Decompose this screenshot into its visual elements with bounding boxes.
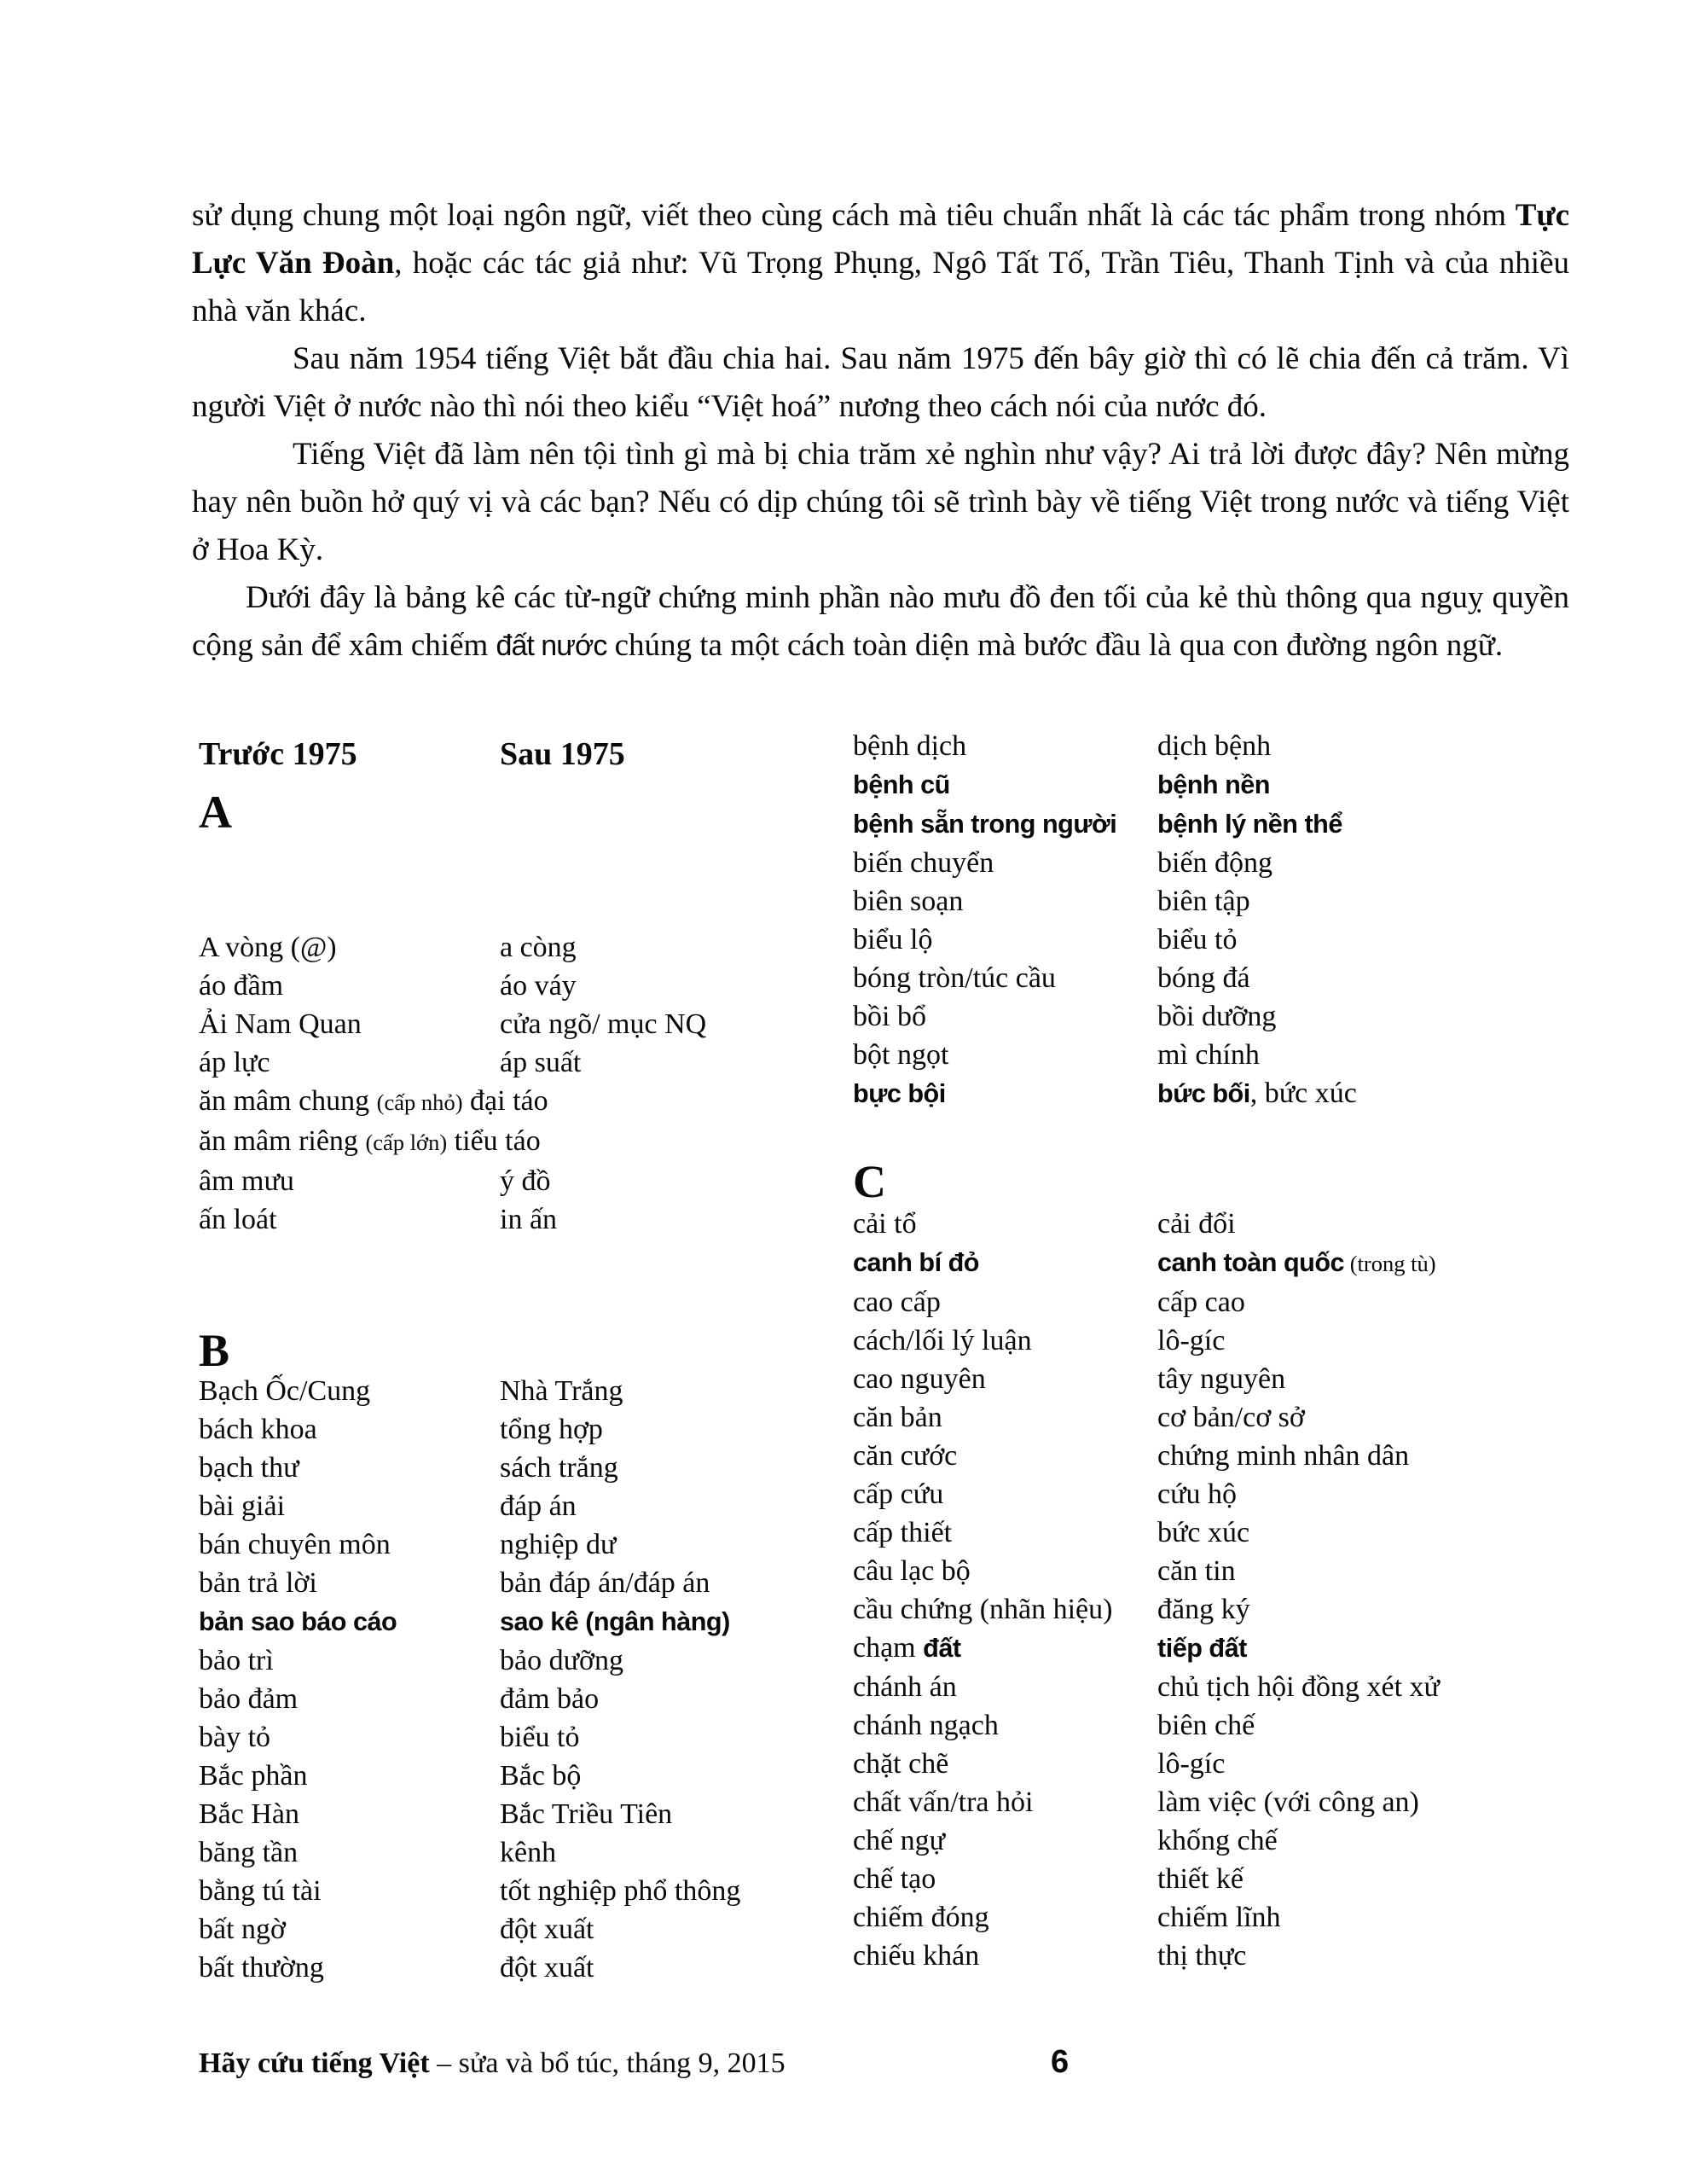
term-after-1975 [1157,1940,1246,1972]
text-segment: lô-gíc [1157,1325,1226,1356]
table-row [853,1321,1440,1360]
text-segment: câu lạc bộ [853,1555,971,1587]
term-before-1975 [199,1449,500,1487]
term-after-1975 [1157,730,1271,762]
term-after-1975 [1157,1786,1419,1818]
text-segment: bệnh nền [1157,770,1270,799]
table-row [853,1590,1440,1629]
term-after-1975 [1157,1671,1440,1703]
term-after-1975 [1157,1325,1225,1356]
text-segment: cách/lối lý luận [853,1325,1032,1356]
term-before-1975 [199,1718,500,1757]
text-segment: bệnh dịch [853,730,967,762]
paragraph-1 [192,192,1569,335]
text-segment: bệnh sẵn trong người [853,810,1117,839]
text-segment: áp suất [500,1047,582,1078]
text-segment: bất ngờ [199,1914,287,1945]
text-segment: chủ tịch hội đồng xét xử [1157,1671,1440,1703]
text-segment: (trong tù) [1344,1251,1436,1276]
text-segment: đột xuất [500,1914,594,1945]
table-row [199,1680,740,1718]
term-after-1975 [1157,1440,1409,1472]
term-before-1975 [853,1321,1157,1360]
text-segment: làm việc (với công an) [1157,1786,1419,1818]
text-segment: bức xúc [1157,1517,1250,1548]
term-after-1975 [500,1875,740,1907]
text-segment: bảo trì [199,1645,274,1676]
term-before-1975 [853,844,1157,882]
table-row [853,1074,1357,1113]
table-row [853,1860,1440,1898]
section-letter-a: A [199,787,232,838]
text-segment: Bắc phần [199,1760,308,1792]
text-segment: dịch bệnh [1157,730,1272,762]
table-row [853,1552,1440,1590]
table-row [853,1475,1440,1513]
term-before-1975 [199,1564,500,1602]
text-segment: kênh [500,1837,557,1868]
text-segment: bán chuyên môn [199,1529,391,1560]
table-row [853,1243,1440,1283]
footer-subtitle: – sửa và bổ túc, tháng 9, 2015 [429,2048,786,2079]
term-after-1975 [500,1204,557,1235]
term-after-1975 [500,1683,599,1715]
text-segment: bóng đá [1157,962,1250,994]
term-before-1975 [199,1757,500,1795]
text-segment: ăn mâm riêng [199,1125,366,1157]
table-row [853,1783,1440,1821]
table-row [199,928,706,967]
text-segment: khống chế [1157,1825,1278,1856]
term-before-1975 [853,959,1157,997]
text-segment: chiếm lĩnh [1157,1902,1281,1933]
table-row [853,1668,1440,1706]
text-segment: lô-gíc [1157,1748,1226,1780]
section-letter-c: C [853,1156,886,1207]
term-before-1975 [853,1475,1157,1513]
term-after-1975 [500,1760,581,1792]
table-row [199,1872,740,1910]
table-row [199,1910,740,1949]
text-segment: chiếu khán [853,1940,980,1972]
page-footer [199,2048,786,2080]
section-letter-b: B [199,1325,230,1376]
text-segment: bất thường [199,1952,324,1984]
text-segment: bệnh cũ [853,770,950,799]
term-before-1975 [199,1602,500,1641]
term-after-1975 [1157,1039,1260,1071]
text-segment: Bắc Triều Tiên [500,1798,673,1830]
paragraph-4-text: chúng ta một cách toàn diện mà bước đầu là qua con đường ngôn ngữ. [606,628,1504,663]
term-before-1975 [199,1487,500,1525]
text-segment: tốt nghiệp phổ thông [500,1875,741,1907]
term-before-1975 [199,1005,500,1043]
table-row [853,1513,1440,1552]
text-segment: bản đáp án/đáp án [500,1567,710,1599]
text-segment: ấn loát [199,1204,277,1235]
term-before-1975 [853,921,1157,959]
table-row [199,1122,706,1162]
text-segment: biên chế [1157,1710,1255,1741]
term-after-1975 [1157,1710,1255,1741]
term-before-1975 [853,1513,1157,1552]
before-1975-header: Trước 1975 [199,736,357,772]
text-segment: cao cấp [853,1287,941,1318]
text-segment: bản sao báo cáo [199,1607,397,1636]
table-row [199,1949,740,1987]
term-before-1975 [853,1745,1157,1783]
table-row [199,1487,740,1525]
text-segment: băng tần [199,1837,299,1868]
text-segment: in ấn [500,1204,558,1235]
text-segment: bài giải [199,1490,286,1522]
table-row [199,1795,740,1833]
text-segment: thị thực [1157,1940,1247,1972]
paragraph-1-text: , hoặc các tác giả như: Vũ Trọng Phụng, Ngô Tất Tố, Trần Tiêu, Thanh Tịnh và của nhiều nhà văn khác. [192,246,1570,328]
term-after-1975 [500,1375,623,1407]
table-row [199,1200,706,1239]
term-before-1975 [199,1085,548,1117]
text-segment: áo đầm [199,970,284,1002]
term-before-1975 [853,1074,1157,1113]
text-segment: ý đồ [500,1165,551,1197]
term-before-1975 [853,765,1157,804]
text-segment: thiết kế [1157,1863,1244,1895]
table-row [199,1162,706,1200]
text-segment: bằng tú tài [199,1875,322,1907]
text-segment: chặt chẽ [853,1748,949,1780]
term-after-1975 [1157,1632,1247,1664]
bold-phrase-tu-luc-van-doan: Tực Lực Văn Đoàn [192,198,1569,281]
paragraph-4 [192,574,1569,670]
term-after-1975 [500,1952,594,1984]
term-after-1975 [500,1452,618,1484]
table-row [199,1410,740,1449]
text-segment: biên tập [1157,886,1250,917]
table-row [853,921,1357,959]
table-row [199,1564,740,1602]
text-segment: canh toàn quốc [1157,1248,1345,1277]
term-after-1975 [1157,886,1250,917]
after-1975-header: Sau 1975 [500,736,625,772]
table-row [853,959,1357,997]
text-segment: chạm [853,1632,924,1664]
text-segment: cải đổi [1157,1208,1236,1240]
table-row [853,1706,1440,1745]
term-before-1975 [199,928,500,967]
text-segment: ăn mâm chung [199,1085,377,1117]
text-segment: cơ bản/cơ sở [1157,1402,1305,1433]
text-segment: đại táo [462,1085,548,1117]
table-row [199,1525,740,1564]
text-segment: áp lực [199,1047,270,1078]
term-after-1975 [500,1490,577,1522]
table-row [853,997,1357,1036]
text-segment: tổng hợp [500,1414,603,1445]
term-before-1975 [199,1372,500,1410]
term-after-1975 [1157,847,1272,879]
term-after-1975 [500,1008,706,1040]
text-segment: chiếm đóng [853,1902,989,1933]
term-after-1975 [1157,1555,1236,1587]
term-before-1975 [199,1525,500,1564]
term-before-1975 [853,804,1157,844]
text-segment: biểu tỏ [1157,924,1238,956]
table-row [199,1449,740,1487]
table-row [853,1629,1440,1668]
text-segment: (cấp nhỏ) [376,1089,463,1115]
term-after-1975 [500,1567,710,1599]
text-segment: sách trắng [500,1452,618,1484]
text-segment: đảm bảo [500,1683,600,1715]
term-before-1975 [199,1125,541,1157]
term-after-1975 [1157,962,1250,994]
text-segment: đất [923,1634,961,1663]
text-segment: bực bội [853,1079,946,1108]
text-segment: , bức xúc [1249,1077,1357,1109]
term-before-1975 [199,1833,500,1872]
text-segment: bột ngọt [853,1039,949,1071]
term-before-1975 [199,967,500,1005]
table-row [853,804,1357,844]
table-row [199,1833,740,1872]
term-after-1975 [1157,1478,1237,1510]
table-row [853,1937,1440,1975]
term-before-1975 [199,1200,500,1239]
text-segment: chánh ngạch [853,1710,999,1741]
text-segment: bản trả lời [199,1567,317,1599]
text-segment: bóng tròn/túc cầu [853,962,1056,994]
text-segment: chế tạo [853,1863,936,1895]
paragraph-4-text: Dưới đây là bảng kê các từ-ngữ chứng minh phần nào mưu đồ đen tối của kẻ thù thông qua nguỵ quyền cộng sản để xâm chiếm [192,580,1569,663]
text-segment: biến chuyển [853,847,994,879]
term-before-1975 [199,1641,500,1680]
text-segment: bày tỏ [199,1722,271,1753]
term-before-1975 [853,1860,1157,1898]
term-before-1975 [853,1437,1157,1475]
term-before-1975 [199,1910,500,1949]
term-after-1975 [1157,1287,1245,1318]
text-segment: biểu lộ [853,924,933,956]
table-row [853,1821,1440,1860]
term-before-1975 [853,1706,1157,1745]
text-segment: bách khoa [199,1414,317,1445]
term-after-1975 [1157,924,1237,956]
text-segment: bảo đảm [199,1683,299,1715]
term-after-1975 [500,1914,594,1945]
term-before-1975 [853,1821,1157,1860]
term-before-1975 [199,1410,500,1449]
table-row [853,765,1357,804]
term-after-1975 [500,1606,730,1637]
term-after-1975 [500,1798,672,1830]
text-segment: Bắc Hàn [199,1798,300,1830]
text-segment: tiểu táo [447,1125,541,1157]
text-segment: căn bản [853,1402,942,1433]
term-after-1975 [500,1837,556,1868]
term-before-1975 [853,1590,1157,1629]
text-segment: bảo dưỡng [500,1645,623,1676]
term-before-1975 [853,882,1157,921]
term-after-1975 [1157,1863,1244,1895]
footer-title: Hãy cứu tiếng Việt [199,2048,430,2079]
text-segment: biến động [1157,847,1273,879]
term-after-1975 [1157,1363,1285,1395]
text-segment: Ải Nam Quan [199,1008,362,1040]
table-row [853,1745,1440,1783]
paragraph-3: Tiếng Việt đã làm nên tội tình gì mà bị chia trăm xẻ nghìn như vậy? Ai trả lời được đây? Nên mừng hay nên buồn hở quý vị và các bạn? Nếu có dịp chúng tôi sẽ trình bày về tiếng Việt trong nước và tiếng Việt ở Hoa Kỳ. [192,437,1569,567]
term-before-1975 [853,1937,1157,1975]
term-after-1975 [1157,1902,1280,1933]
table-row [853,1205,1440,1243]
text-segment: đăng ký [1157,1594,1250,1625]
text-segment: mì chính [1157,1039,1260,1071]
text-segment: (cấp lớn) [365,1130,448,1155]
term-after-1975 [1157,1001,1276,1032]
text-segment: cấp cứu [853,1478,944,1510]
text-segment: bạch thư [199,1452,299,1484]
table-row [853,727,1357,765]
text-segment: đột xuất [500,1952,594,1984]
text-segment: biểu tỏ [500,1722,580,1753]
term-after-1975 [500,932,577,963]
term-before-1975 [199,1949,500,1987]
text-segment: nghiệp dư [500,1529,617,1560]
text-segment: Nhà Trắng [500,1375,623,1407]
text-segment: cao nguyên [853,1363,986,1395]
text-segment: căn tin [1157,1555,1236,1587]
table-row [853,882,1357,921]
table-row [853,844,1357,882]
term-after-1975 [500,1165,551,1197]
word-list-b [199,1372,740,1987]
text-segment: cứu hộ [1157,1478,1238,1510]
term-after-1975 [1157,1402,1305,1433]
text-segment: đáp án [500,1490,577,1522]
text-segment: cải tổ [853,1208,917,1240]
term-before-1975 [853,1629,1157,1668]
text-segment: A vòng (@) [199,932,337,963]
text-segment: tiếp đất [1157,1634,1247,1663]
paragraph-1-text: sử dụng chung một loại ngôn ngữ, viết theo cùng cách mà tiêu chuẩn nhất là các tác phẩm trong nhóm [192,198,1516,233]
text-segment: a còng [500,932,577,963]
term-before-1975 [853,1243,1157,1282]
term-after-1975 [1157,1594,1250,1625]
page-number: 6 [1051,2044,1070,2080]
table-row [853,1437,1440,1475]
table-row [199,967,706,1005]
text-segment: chế ngự [853,1825,946,1856]
term-after-1975 [1157,1077,1357,1109]
term-after-1975 [500,1722,579,1753]
table-row [199,1372,740,1410]
text-segment: chứng minh nhân dân [1157,1440,1410,1472]
term-after-1975 [1157,808,1342,839]
term-before-1975 [853,1898,1157,1937]
text-segment: tây nguyên [1157,1363,1286,1395]
text-segment: bức bối [1157,1079,1250,1108]
table-row [199,1005,706,1043]
term-before-1975 [199,1043,500,1082]
term-before-1975 [853,1783,1157,1821]
term-after-1975 [500,1645,623,1676]
term-before-1975 [853,1036,1157,1074]
text-segment: bồi dưỡng [1157,1001,1277,1032]
word-list-b-continued [853,727,1357,1113]
text-segment: biên soạn [853,886,964,917]
term-after-1975 [500,970,577,1002]
table-row [853,1283,1440,1321]
text-segment: căn cước [853,1440,958,1472]
term-after-1975 [1157,1825,1278,1856]
term-after-1975 [500,1047,581,1078]
text-segment: cấp cao [1157,1287,1245,1318]
table-row [199,1757,740,1795]
paragraph-2: Sau năm 1954 tiếng Việt bắt đầu chia hai. Sau năm 1975 đến bây giờ thì có lẽ chia đến cả trăm. Vì người Việt ở nước nào thì nói theo kiểu “Việt hoá” nương theo cách nói của nước đó. [192,341,1569,424]
term-before-1975 [853,1360,1157,1398]
table-row [199,1641,740,1680]
term-after-1975 [500,1529,616,1560]
term-before-1975 [199,1795,500,1833]
term-before-1975 [853,1283,1157,1321]
table-row [199,1043,706,1082]
text-segment: cầu chứng (nhãn hiệu) [853,1594,1113,1625]
text-segment: cửa ngõ/ mục NQ [500,1008,707,1040]
term-after-1975 [1157,769,1270,800]
text-segment: bồi bổ [853,1001,926,1032]
body-text [192,192,1569,670]
table-row [853,1036,1357,1074]
term-before-1975 [853,1552,1157,1590]
term-before-1975 [853,727,1157,765]
text-segment: âm mưu [199,1165,294,1197]
word-list-c [853,1205,1440,1975]
term-before-1975 [199,1162,500,1200]
term-after-1975 [1157,1246,1436,1278]
text-segment: Bắc bộ [500,1760,582,1792]
term-before-1975 [199,1872,500,1910]
text-segment: cấp thiết [853,1517,953,1548]
table-row [199,1718,740,1757]
term-before-1975 [853,1205,1157,1243]
sans-phrase-dat-nuoc: đất nước [496,630,607,662]
term-before-1975 [853,997,1157,1036]
table-row [853,1360,1440,1398]
text-segment: chánh án [853,1671,957,1703]
term-before-1975 [199,1680,500,1718]
table-row [853,1398,1440,1437]
table-row [199,1082,706,1122]
term-before-1975 [853,1398,1157,1437]
text-segment: Bạch Ốc/Cung [199,1375,371,1407]
table-row [853,1898,1440,1937]
term-after-1975 [1157,1208,1236,1240]
term-before-1975 [853,1668,1157,1706]
table-row [199,1602,740,1641]
text-segment: bệnh lý nền thể [1157,810,1342,839]
word-list-a [199,928,706,1239]
text-segment: chất vấn/tra hỏi [853,1786,1034,1818]
text-segment: áo váy [500,970,577,1002]
term-after-1975 [1157,1748,1225,1780]
term-after-1975 [500,1414,603,1445]
text-segment: canh bí đỏ [853,1248,979,1277]
text-segment: sao kê (ngân hàng) [500,1607,730,1636]
term-after-1975 [1157,1517,1249,1548]
table-header [199,735,625,773]
